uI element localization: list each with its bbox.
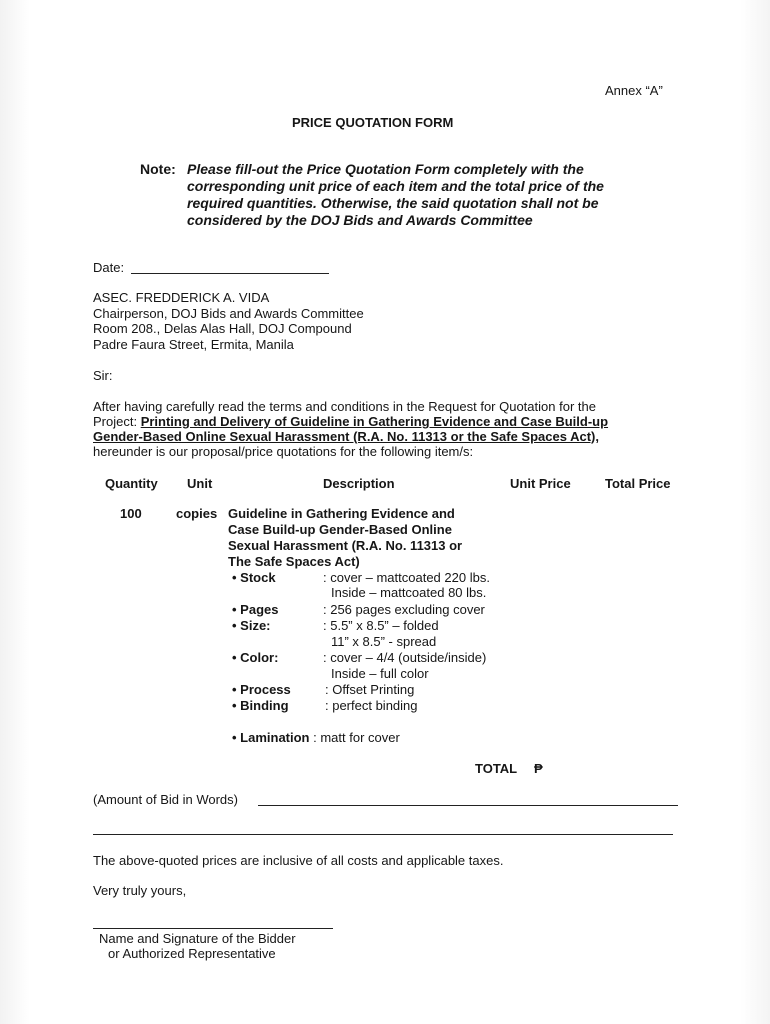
- spec-value: : cover – mattcoated 220 lbs.: [323, 570, 490, 585]
- spec-lamination: [232, 730, 400, 745]
- addressee-name: ASEC. FREDDERICK A. VIDA: [93, 290, 270, 305]
- spec-value: Inside – full color: [331, 666, 429, 681]
- item-title-line: Guideline in Gathering Evidence and: [228, 506, 455, 521]
- addressee-line: Chairperson, DOJ Bids and Awards Committee: [93, 306, 364, 321]
- spec-label: • Stock: [232, 570, 276, 585]
- salutation: Sir:: [93, 368, 113, 383]
- note-line: Please fill-out the Price Quotation Form completely with the: [187, 161, 584, 177]
- spec-value: : perfect binding: [325, 698, 418, 713]
- note-label: Note:: [140, 161, 176, 177]
- project-title-cont: Gender-Based Online Sexual Harassment (R.A. No. 11313 or the Safe Spaces Act),: [93, 429, 599, 444]
- amount-words-field-cont[interactable]: [93, 834, 673, 835]
- currency-symbol: ₱: [534, 761, 543, 776]
- spec-value: : 5.5” x 8.5” – folded: [323, 618, 439, 633]
- date-field[interactable]: [131, 273, 329, 274]
- note-line: considered by the DOJ Bids and Awards Committee: [187, 212, 533, 228]
- signature-field[interactable]: [93, 928, 333, 929]
- body-line: After having carefully read the terms and conditions in the Request for Quotation for the: [93, 399, 596, 414]
- header-description: Description: [323, 476, 395, 491]
- annex-label: Annex “A”: [605, 83, 663, 98]
- header-total-price: Total Price: [605, 476, 671, 491]
- total-label: TOTAL: [475, 761, 518, 776]
- note-line: corresponding unit price of each item and the total price of the: [187, 178, 604, 194]
- spec-label: • Color:: [232, 650, 279, 665]
- signature-label: Name and Signature of the Bidder: [99, 931, 296, 946]
- item-unit: copies: [176, 506, 218, 521]
- spec-label: • Lamination: [232, 730, 310, 745]
- spec-value: : 256 pages excluding cover: [323, 602, 485, 617]
- date-label: Date:: [93, 260, 125, 275]
- header-quantity: Quantity: [105, 476, 158, 491]
- header-unit: Unit: [187, 476, 213, 491]
- closing: Very truly yours,: [93, 883, 187, 898]
- addressee-line: Room 208., Delas Alas Hall, DOJ Compound: [93, 321, 352, 336]
- amount-words-label: (Amount of Bid in Words): [93, 792, 238, 807]
- spec-label: • Process: [232, 682, 291, 697]
- spec-value: Inside – mattcoated 80 lbs.: [331, 585, 487, 600]
- spec-value: : matt for cover: [309, 730, 400, 745]
- header-unit-price: Unit Price: [510, 476, 571, 491]
- spec-value: : Offset Printing: [325, 682, 415, 697]
- amount-words-field[interactable]: [258, 805, 678, 806]
- spec-label: • Size:: [232, 618, 271, 633]
- item-title-line: Sexual Harassment (R.A. No. 11313 or: [228, 538, 463, 553]
- item-title-line: Case Build-up Gender-Based Online: [228, 522, 452, 537]
- project-title: Printing and Delivery of Guideline in Gathering Evidence and Case Build-up: [140, 414, 609, 429]
- inclusive-note: The above-quoted prices are inclusive of all costs and applicable taxes.: [93, 853, 504, 868]
- item-title-line: The Safe Spaces Act): [228, 554, 360, 569]
- signature-label: or Authorized Representative: [108, 946, 276, 961]
- body-line: hereunder is our proposal/price quotations for the following item/s:: [93, 444, 474, 459]
- form-title: PRICE QUOTATION FORM: [292, 115, 454, 130]
- spec-value: : cover – 4/4 (outside/inside): [323, 650, 487, 665]
- project-line: [93, 414, 608, 429]
- addressee-line: Padre Faura Street, Ermita, Manila: [93, 337, 294, 352]
- item-quantity: 100: [120, 506, 142, 521]
- note-line: required quantities. Otherwise, the said quotation shall not be: [187, 195, 599, 211]
- project-label: Project:: [93, 414, 141, 429]
- spec-label: • Pages: [232, 602, 279, 617]
- spec-label: • Binding: [232, 698, 289, 713]
- spec-value: 11” x 8.5” - spread: [331, 634, 437, 649]
